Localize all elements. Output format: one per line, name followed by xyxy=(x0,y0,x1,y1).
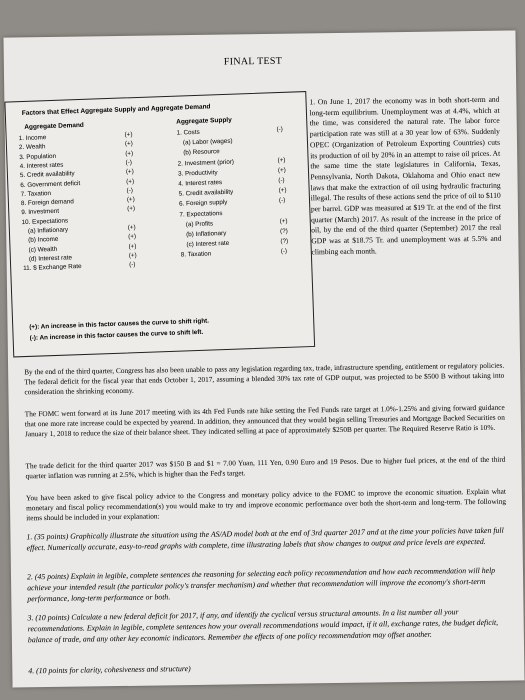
supply-factor-label: 6. Foreign supply xyxy=(178,199,228,208)
demand-factor-label: (c) Wealth xyxy=(28,245,58,254)
demand-factor-sign: (+) xyxy=(127,224,136,232)
supply-factor-sign: (+) xyxy=(278,186,287,195)
supply-factor-label: 4. Interest rates xyxy=(178,179,223,188)
question-2: 2. (45 points) Explain in legible, complete sentences the reasoning for selecting each policy recommendation and how each recommendation will help achieve your intended result (the particular policy's transfer mechanism) and whether that recommendation will improve the economy's short-term performance, long-term performance or both. xyxy=(26,565,496,604)
demand-factor-label: 3. Population xyxy=(19,152,57,161)
supply-factor-sign: (+) xyxy=(277,156,286,164)
question-3: 3. (10 points) Calculate a new federal deficit for 2017, if any, and identify the cyclical versus structural amounts. In a list number all your recommendations. Explain in legible, complete sentences how your overall recommendations would impact, if it all, exchange rates, the budget deficit, balance of trade, and any other key economic indicators. Remember the effects of one policy recommendation may offset another. xyxy=(27,607,499,645)
supply-factor-label: 1. Costs xyxy=(176,128,200,137)
demand-factor-label: (b) Income xyxy=(28,236,59,245)
paragraph-trade: The trade deficit for the third quarter 2017 was $150 B and $1 = 7.00 Yuan, 111 Yen, 0.90 Euro and 19 Pesos. Due to higher fuel prices, at the end of the third quarter inflation was running at 2.5%, which is higher than the Fed's target. xyxy=(25,454,506,481)
scenario-text: 1. On June 1, 2017 the economy was in both short-term and long-term equilibrium. Unemployment was at 4.4%, which at the time, was considered the natural rate. The labor force participation rate was still at a 30 year low of 63%. Suddenly OPEC (Organization of Petroleum Exporting Countries) cuts its production of oil by 20% in an attempt to raise oil prices. At the same time the state legislatures in California, Texas, Pennsylvania, North Dakota, Oklahoma and Ohio enact new laws that make the extraction of oil using hydraulic fracturing illegal. The results of these actions send the price of oil to $110 per barrel. GDP was measured at $19 Tr. at the end of the first quarter (March) 2017. As result of the increase in the price of oil, by the end of the third quarter (September) 2017 the real GDP was at $18.75 Tr. and unemployment was at 5.5% and climbing each month. xyxy=(309,94,502,257)
demand-factor-sign: (+) xyxy=(128,251,137,260)
supply-factor-sign: (-) xyxy=(276,125,283,134)
demand-factor-sign: (+) xyxy=(124,131,133,139)
exam-sheet xyxy=(3,30,524,687)
factors-table xyxy=(4,91,315,357)
question-4: 4. (10 points for clarity, cohesiveness and structure) xyxy=(28,664,191,676)
paragraph-congress: By the end of the third quarter, Congress has also been unable to pass any legislation regarding tax, trade, infrastructure spending, entitlement or regulatory policies. The federal deficit for the fiscal year that ends October 1, 2017, assuming a blended 30% tax rate of GDP output, was projected to be $500 B without taking into consideration the shrinking economy. xyxy=(24,360,505,397)
demand-factor-label: 2. Wealth xyxy=(18,143,46,152)
demand-factor-sign: (-) xyxy=(125,159,133,167)
demand-factor-sign: (+) xyxy=(127,205,136,213)
demand-factor-label: 6. Government deficit xyxy=(20,179,81,189)
supply-factor-label: 3. Productivity xyxy=(177,169,218,178)
supply-factor-label: (b) Inflationary xyxy=(186,229,227,239)
legend-plus: (+): An increase in this factor causes the curve to shift right. xyxy=(29,317,210,331)
demand-factor-sign: (-) xyxy=(126,186,133,195)
supply-factor-label: 7. Expectations xyxy=(179,209,223,219)
supply-factor-sign: (-) xyxy=(280,248,288,256)
supply-factor-label: 8. Taxation xyxy=(180,250,212,259)
supply-factor-label: (b) Resource xyxy=(183,148,220,157)
demand-factor-sign: (+) xyxy=(128,233,137,241)
demand-factor-sign: (+) xyxy=(125,168,134,176)
demand-factor-label: (a) Inflationary xyxy=(27,226,69,235)
table-heading: Factors that Effect Aggregate Supply and Aggregate Demand xyxy=(21,103,211,117)
demand-factor-label: 10. Expectations xyxy=(21,217,69,226)
demand-factor-label: 5. Credit availability xyxy=(19,170,75,180)
question-1: 1. (35 points) Graphically illustrate the situation using the AS/AD model both at the end of 3rd quarter 2017 and at the time your policies have taken full effect. Numerically accurate, easy-to-read graphs with complete, time illustrating labels that show changes to output and price levels are expected. xyxy=(26,525,504,553)
supply-factor-label: (a) Profits xyxy=(185,220,214,229)
demand-factor-sign: (+) xyxy=(124,140,133,148)
supply-factor-label: (a) Labor (wages) xyxy=(182,137,233,147)
demand-factor-label: 1. Income xyxy=(18,134,47,143)
demand-factor-sign: (+) xyxy=(125,149,134,158)
supply-factor-sign: (+) xyxy=(277,166,286,174)
demand-factor-label: 8. Foreign demand xyxy=(20,198,74,208)
supply-factor-sign: (+) xyxy=(279,217,288,225)
paragraph-assignment: You have been asked to give fiscal policy advice to the Congress and monetary policy advice to the FOMC to improve the economic situation. Explain what monetary and fiscal policy recommendation(s) you would make to try and improve economic performance over both the short-term and long-term. The following items should be included in your explanation: xyxy=(25,486,507,523)
demand-factor-label: 4. Interest rates xyxy=(19,161,64,170)
demand-factor-sign: (-) xyxy=(129,261,136,269)
supply-factor-sign: (-) xyxy=(278,197,286,205)
demand-factor-sign: (+) xyxy=(126,177,135,185)
supply-factor-label: 2. Investment (prior) xyxy=(177,158,235,168)
page-title: FINAL TEST xyxy=(223,55,283,68)
supply-factor-sign: (-) xyxy=(278,176,285,185)
supply-factor-sign: (?) xyxy=(279,227,288,236)
supply-factor-label: (c) Interest rate xyxy=(186,240,230,249)
supply-factor-label: 5. Credit availability xyxy=(178,188,234,198)
demand-factor-label: (d) Interest rate xyxy=(28,254,73,263)
demand-factor-sign: (+) xyxy=(128,242,137,250)
paragraph-fomc: The FOMC went forward at its June 2017 meeting with its 4th Fed Funds rate hike setting the Fed Funds rate target at 1.0%-1.25% and giving forward guidance that one more rate increase could be expected by yearend. In addition, they announced that they would begin selling Treasuries and Mortgage Backed Securities on January 1, 2018 to reduce the size of their balance sheet. They indicated selling at pace of approximately $250B per quarter. The Required Reserve Ratio is 10%. xyxy=(24,402,505,439)
demand-heading: Aggregate Demand xyxy=(24,121,84,131)
legend-minus: (-): An increase in this factor causes the curve to shift left. xyxy=(29,328,204,342)
demand-factor-sign: (+) xyxy=(126,196,135,204)
supply-factor-sign: (?) xyxy=(280,237,289,246)
supply-heading: Aggregate Supply xyxy=(176,116,232,126)
demand-factor-label: 7. Taxation xyxy=(20,189,52,198)
demand-factor-label: 9. Investment xyxy=(21,208,60,217)
demand-factor-label: 11. $ Exchange Rate xyxy=(23,263,82,273)
